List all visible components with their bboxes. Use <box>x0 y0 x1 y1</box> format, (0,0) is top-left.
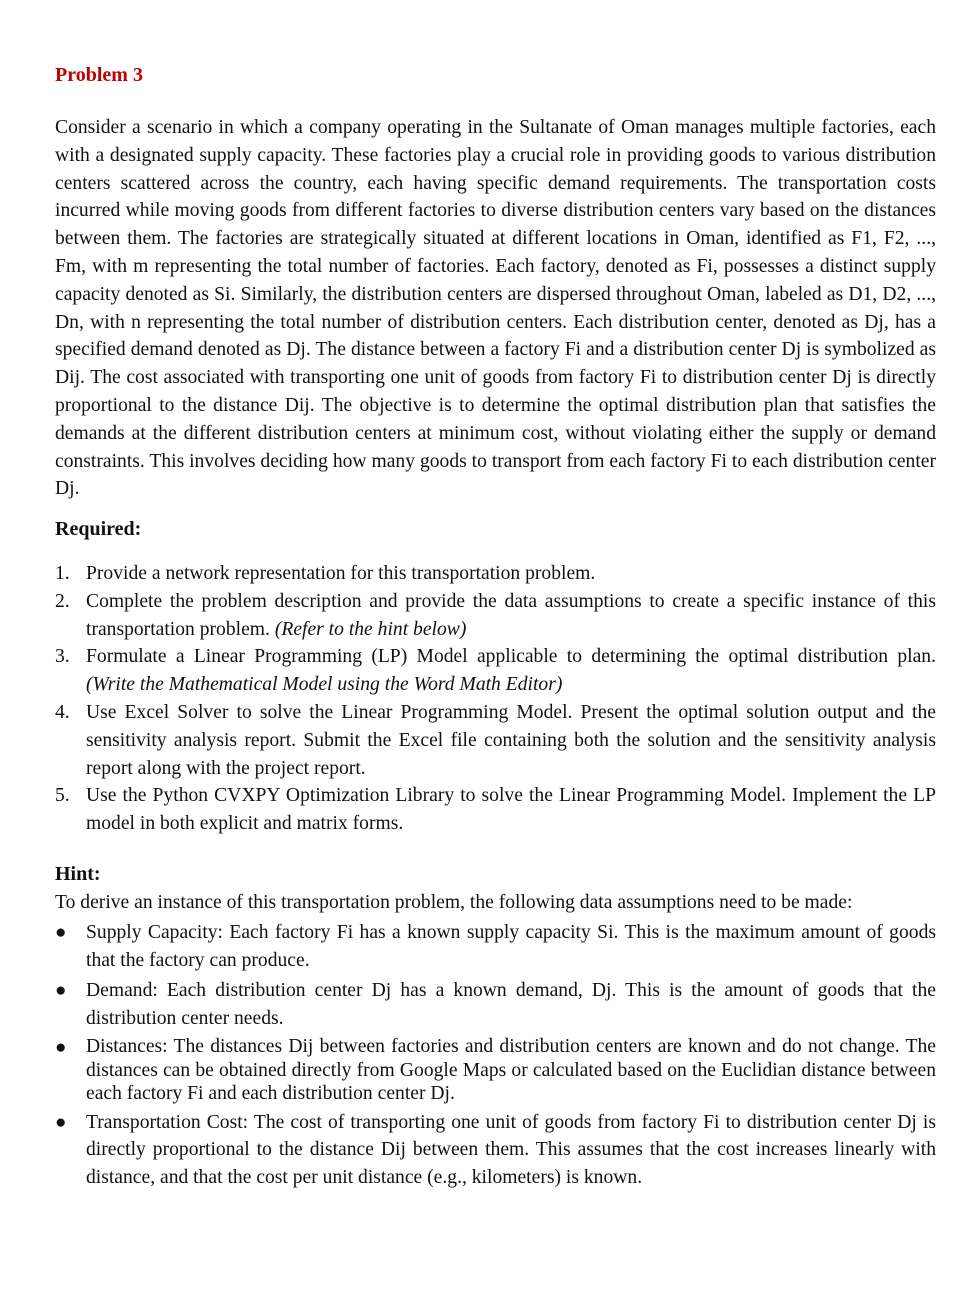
hint-item-text: Demand: Each distribution center Dj has a known demand, Dj. This is the amount of goods that the distribution center needs. <box>86 980 936 1029</box>
item-text: Use Excel Solver to solve the Linear Programming Model. Present the optimal solution output and the sensitivity analysis report. Submit the Excel file containing both the solution and the sensitivity analysis report along with the project report. <box>86 701 936 779</box>
item-number: 5. <box>55 785 70 807</box>
bullet-icon: ● <box>55 1037 67 1058</box>
item-text: Complete the problem description and provide the data assumptions to create a specific instance of this transportation problem. <box>86 590 936 640</box>
bullet-icon: ● <box>55 922 67 943</box>
item-number: 1. <box>55 563 70 584</box>
bullet-icon: ● <box>55 980 67 1001</box>
required-item <box>55 699 936 782</box>
item-note: (Refer to the hint below) <box>274 618 467 640</box>
item-text: Use the Python CVXPY Optimization Library to solve the Linear Programming Model. Implement the LP model in both explicit and matrix forms. <box>86 785 936 835</box>
hint-item <box>55 919 936 974</box>
item-note: (Write the Mathematical Model using the Word Math Editor) <box>86 674 563 696</box>
hint-item <box>55 977 936 1032</box>
item-number: 2. <box>55 590 70 612</box>
hint-item-text: Distances: The distances Dij between factories and distribution centers are known and do not change. The distances can be obtained directly from Google Maps or calculated based on the Euclidian distance between each factory Fi and each distribution center Dj. <box>86 1036 936 1104</box>
problem-title: Problem 3 <box>55 64 143 86</box>
required-heading: Required: <box>55 518 142 540</box>
hint-heading: Hint: <box>55 863 101 885</box>
item-text: Provide a network representation for this transportation problem. <box>86 563 596 584</box>
hint-item <box>55 1109 936 1192</box>
required-item <box>55 782 936 838</box>
hint-item-text: Transportation Cost: The cost of transporting one unit of goods from factory Fi to distribution center Dj is directly proportional to the distance Dij between them. This assumes that the cost increases linearly with distance, and that the cost per unit distance (e.g., kilometers) is known. <box>86 1111 936 1188</box>
required-item <box>55 643 936 699</box>
bullet-icon: ● <box>55 1111 67 1133</box>
hint-item <box>55 1035 936 1106</box>
problem-description: Consider a scenario in which a company operating in the Sultanate of Oman manages multiple factories, each with a designated supply capacity. These factories play a crucial role in providing goods to various distribution centers scattered across the country, each having specific demand requirements. The transportation costs incurred while moving goods from different factories to diverse distribution centers vary based on the distances between them. The factories are strategically situated at different locations in Oman, identified as F1, F2, ..., Fm, with m representing the total number of factories. Each factory, denoted as Fi, possesses a distinct supply capacity denoted as Si. Similarly, the distribution centers are dispersed throughout Oman, labeled as D1, D2, ..., Dn, with n representing the total number of distribution centers. Each distribution center, denoted as Dj, has a specified demand denoted as Dj. The distance between a factory Fi and a distribution center Dj is symbolized as Dij. The cost associated with transporting one unit of goods from factory Fi to distribution center Dj is directly proportional to the distance Dij. The objective is to determine the optimal distribution plan that satisfies the demands at the different distribution centers at minimum cost, without violating either the supply or demand constraints. This involves deciding how many goods to transport from each factory Fi to each distribution center Dj. <box>55 117 936 500</box>
required-item <box>55 588 936 644</box>
item-text: Formulate a Linear Programming (LP) Model applicable to determining the optimal distribution plan. <box>86 646 936 668</box>
hint-list <box>55 919 936 1194</box>
required-list <box>55 560 936 838</box>
item-number: 3. <box>55 646 70 668</box>
hint-item-text: Supply Capacity: Each factory Fi has a known supply capacity Si. This is the maximum amount of goods that the factory can produce. <box>86 922 936 971</box>
item-number: 4. <box>55 701 70 723</box>
required-item <box>55 560 936 588</box>
hint-intro: To derive an instance of this transportation problem, the following data assumptions need to be made: <box>55 892 853 913</box>
